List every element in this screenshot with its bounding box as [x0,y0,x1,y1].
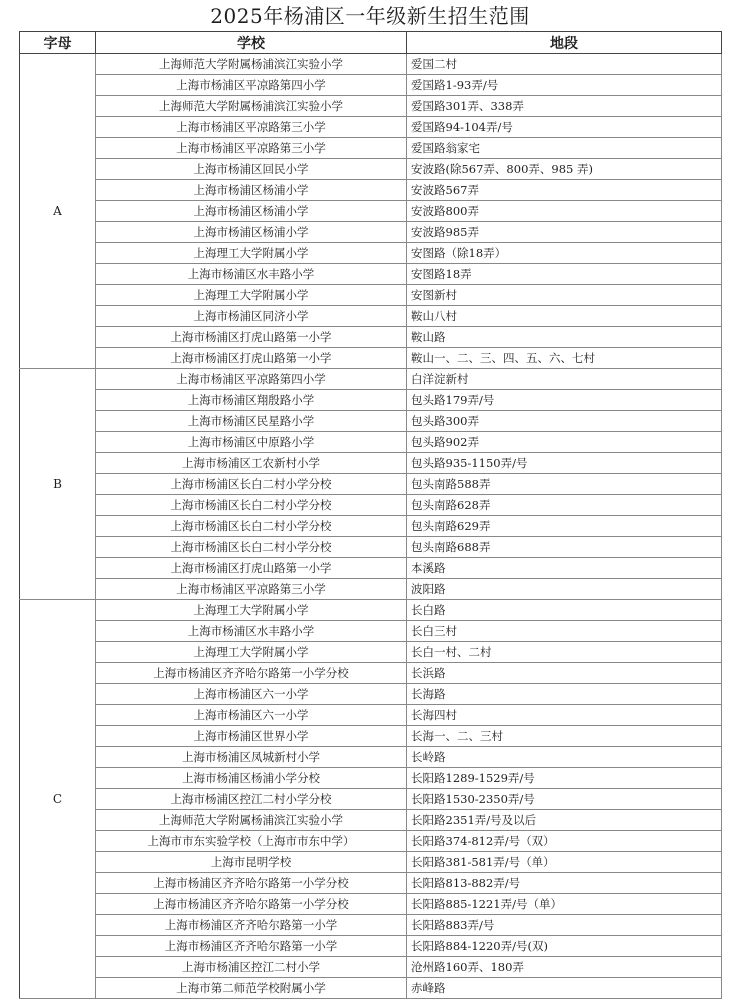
area-cell: 长岭路 [407,747,722,768]
area-cell: 赤峰路 [407,978,722,999]
table-row [20,705,722,726]
enrollment-table [19,31,722,999]
table-row [20,96,722,117]
school-cell: 上海理工大学附属小学 [96,285,407,306]
table-row [20,453,722,474]
school-cell: 上海市杨浦区同济小学 [96,306,407,327]
school-cell: 上海市杨浦区回民小学 [96,159,407,180]
school-cell: 上海市杨浦区凤城新村小学 [96,747,407,768]
area-cell: 安波路800弄 [407,201,722,222]
school-cell: 上海师范大学附属杨浦滨江实验小学 [96,54,407,75]
school-cell: 上海理工大学附属小学 [96,243,407,264]
table-row [20,852,722,873]
area-cell: 长海一、二、三村 [407,726,722,747]
header-letter: 字母 [20,32,96,54]
school-cell: 上海市杨浦区六一小学 [96,705,407,726]
school-cell: 上海市杨浦区杨浦小学 [96,180,407,201]
school-cell: 上海市杨浦区长白二村小学分校 [96,537,407,558]
school-cell: 上海市杨浦区长白二村小学分校 [96,516,407,537]
school-cell: 上海市杨浦区世界小学 [96,726,407,747]
table-row [20,243,722,264]
area-cell: 安图路18弄 [407,264,722,285]
school-cell: 上海市杨浦区民星路小学 [96,411,407,432]
area-cell: 长阳路885-1221弄/号（单） [407,894,722,915]
area-cell: 安波路(除567弄、800弄、985 弄) [407,159,722,180]
school-cell: 上海市杨浦区控江二村小学 [96,957,407,978]
school-cell: 上海市杨浦区杨浦小学 [96,201,407,222]
area-cell: 安图新村 [407,285,722,306]
table-row [20,306,722,327]
school-cell: 上海市杨浦区打虎山路第一小学 [96,348,407,369]
area-cell: 安波路985弄 [407,222,722,243]
table-row [20,789,722,810]
school-cell: 上海市杨浦区齐齐哈尔路第一小学分校 [96,663,407,684]
table-row [20,957,722,978]
school-cell: 上海市杨浦区平凉路第三小学 [96,117,407,138]
area-cell: 鞍山八村 [407,306,722,327]
table-row [20,75,722,96]
table-row [20,978,722,999]
school-cell: 上海市市东实验学校（上海市市东中学） [96,831,407,852]
school-cell: 上海市杨浦区中原路小学 [96,432,407,453]
school-cell: 上海市杨浦区长白二村小学分校 [96,495,407,516]
school-cell: 上海市杨浦区长白二村小学分校 [96,474,407,495]
area-cell: 长海四村 [407,705,722,726]
table-row [20,495,722,516]
school-cell: 上海市杨浦区平凉路第四小学 [96,75,407,96]
school-cell: 上海市杨浦区平凉路第四小学 [96,369,407,390]
area-cell: 长白三村 [407,621,722,642]
school-cell: 上海市杨浦区水丰路小学 [96,264,407,285]
area-cell: 爱国二村 [407,54,722,75]
area-cell: 包头南路588弄 [407,474,722,495]
area-cell: 鞍山一、二、三、四、五、六、七村 [407,348,722,369]
table-row [20,894,722,915]
area-cell: 安图路（除18弄） [407,243,722,264]
area-cell: 包头南路688弄 [407,537,722,558]
area-cell: 长海路 [407,684,722,705]
school-cell: 上海市杨浦区杨浦小学分校 [96,768,407,789]
group-letter-cell: C [20,600,96,999]
table-row [20,390,722,411]
table-row [20,663,722,684]
school-cell: 上海市杨浦区翔殷路小学 [96,390,407,411]
school-cell: 上海市杨浦区齐齐哈尔路第一小学分校 [96,873,407,894]
header-school: 学校 [96,32,407,54]
school-cell: 上海师范大学附属杨浦滨江实验小学 [96,96,407,117]
table-row [20,726,722,747]
table-row [20,369,722,390]
area-cell: 白洋淀新村 [407,369,722,390]
area-cell: 爱国路94-104弄/号 [407,117,722,138]
area-cell: 长阳路2351弄/号及以后 [407,810,722,831]
table-row [20,327,722,348]
area-cell: 包头路300弄 [407,411,722,432]
group-letter-cell: B [20,369,96,600]
table-row [20,264,722,285]
area-cell: 包头路935-1150弄/号 [407,453,722,474]
area-cell: 沧州路160弄、180弄 [407,957,722,978]
school-cell: 上海市杨浦区平凉路第三小学 [96,579,407,600]
area-cell: 包头路902弄 [407,432,722,453]
table-row [20,180,722,201]
table-row [20,54,722,75]
table-row [20,873,722,894]
area-cell: 包头南路628弄 [407,495,722,516]
area-cell: 波阳路 [407,579,722,600]
area-cell: 长阳路883弄/号 [407,915,722,936]
school-cell: 上海市杨浦区齐齐哈尔路第一小学 [96,936,407,957]
area-cell: 包头路179弄/号 [407,390,722,411]
area-cell: 长阳路1530-2350弄/号 [407,789,722,810]
table-row [20,747,722,768]
table-row [20,600,722,621]
table-row [20,516,722,537]
table-row [20,831,722,852]
area-cell: 长白路 [407,600,722,621]
table-row [20,684,722,705]
table-row [20,558,722,579]
area-cell: 爱国路1-93弄/号 [407,75,722,96]
table-row [20,348,722,369]
area-cell: 爱国路301弄、338弄 [407,96,722,117]
area-cell: 长阳路1289-1529弄/号 [407,768,722,789]
school-cell: 上海市杨浦区齐齐哈尔路第一小学分校 [96,894,407,915]
school-cell: 上海市杨浦区齐齐哈尔路第一小学 [96,915,407,936]
table-row [20,138,722,159]
area-cell: 鞍山路 [407,327,722,348]
table-row [20,936,722,957]
table-row [20,579,722,600]
group-letter-cell: A [20,54,96,369]
table-header [20,32,722,54]
school-cell: 上海理工大学附属小学 [96,600,407,621]
table-row [20,915,722,936]
table-row [20,432,722,453]
school-cell: 上海市杨浦区六一小学 [96,684,407,705]
school-cell: 上海市杨浦区杨浦小学 [96,222,407,243]
area-cell: 长白一村、二村 [407,642,722,663]
area-cell: 长浜路 [407,663,722,684]
table-row [20,474,722,495]
school-cell: 上海市昆明学校 [96,852,407,873]
area-cell: 爱国路翁家宅 [407,138,722,159]
area-cell: 安波路567弄 [407,180,722,201]
school-cell: 上海理工大学附属小学 [96,642,407,663]
school-cell: 上海市杨浦区打虎山路第一小学 [96,327,407,348]
table-body [20,54,722,999]
table-row [20,642,722,663]
school-cell: 上海市杨浦区控江二村小学分校 [96,789,407,810]
area-cell: 本溪路 [407,558,722,579]
table-row [20,117,722,138]
table-row [20,222,722,243]
table-row [20,285,722,306]
table-row [20,621,722,642]
area-cell: 长阳路381-581弄/号（单） [407,852,722,873]
school-cell: 上海市第二师范学校附属小学 [96,978,407,999]
area-cell: 长阳路374-812弄/号（双） [407,831,722,852]
area-cell: 长阳路884-1220弄/号(双) [407,936,722,957]
school-cell: 上海师范大学附属杨浦滨江实验小学 [96,810,407,831]
table-row [20,411,722,432]
table-row [20,810,722,831]
header-area: 地段 [407,32,722,54]
school-cell: 上海市杨浦区工农新村小学 [96,453,407,474]
page-title: 2025年杨浦区一年级新生招生范围 [210,4,530,28]
table-row [20,159,722,180]
school-cell: 上海市杨浦区水丰路小学 [96,621,407,642]
area-cell: 包头南路629弄 [407,516,722,537]
school-cell: 上海市杨浦区平凉路第三小学 [96,138,407,159]
table-row [20,768,722,789]
area-cell: 长阳路813-882弄/号 [407,873,722,894]
school-cell: 上海市杨浦区打虎山路第一小学 [96,558,407,579]
table-row [20,201,722,222]
table-row [20,537,722,558]
